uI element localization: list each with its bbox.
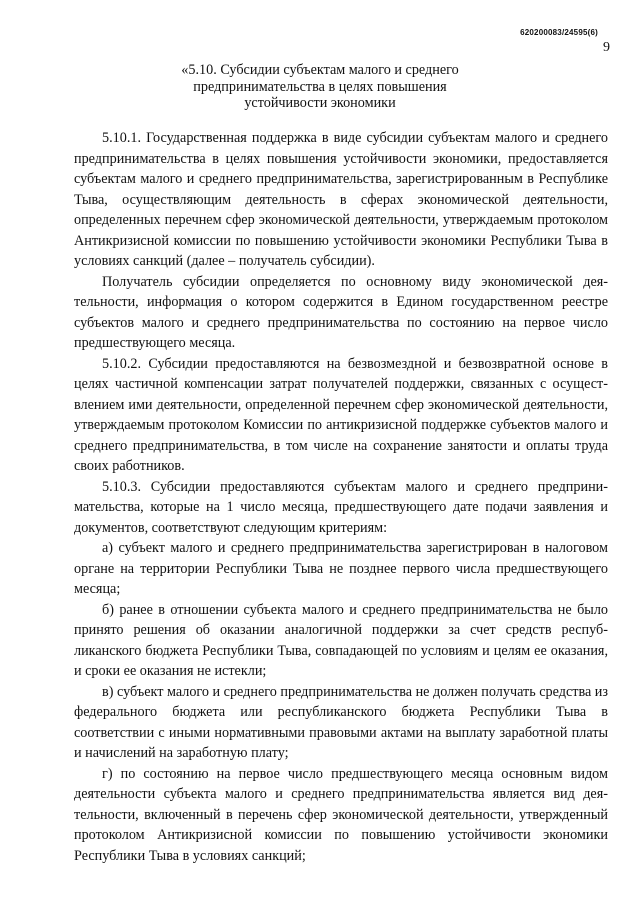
criterion-b: б) ранее в отношении субъекта малого и среднего предпринимательства не было принято решения об оказании аналогичной поддержки за счет средств республиканского бюджета Республики Тыва, совпадающей по условиям и целям ее оказания, и сроки ее оказания не истекли;: [74, 601, 608, 679]
page-number: 9: [603, 40, 610, 55]
title-line: предпринимательства в целях повышения: [193, 78, 447, 95]
section-title: [0, 62, 640, 112]
paragraph-5-10-1: 5.10.1. Государственная поддержка в виде субсидии субъектам малого и среднего предпринимательства в целях повышения устойчивости экономики, предоставляется субъектам малого и среднего предпринимательства, зарегистрированным в Республике Тыва, осуществляющим деятельность в сферах экономической деятельности, определенных перечнем сфер экономической деятельности, утверждаемым протоколом Антикризисной комиссии по повышению устойчивости экономики Республики Тыва в условиях санкций (далее – получатель субсидии).: [74, 130, 608, 269]
criterion-a: а) субъект малого и среднего предпринимательства зарегистрирован в налоговом органе на территории Республики Тыва не позднее первого числа предшествующего месяца;: [74, 540, 608, 597]
criterion-g: г) по состоянию на первое число предшествующего месяца основным видом деятельности субъекта малого и среднего предпринимательства является вид деятельности, включенный в перечень сфер экономической деятельности, утвержденный протоколом Антикризисной комиссии по повышению устойчивости экономики Республики Тыва в условиях санкций;: [74, 765, 608, 864]
title-line: «5.10. Субсидии субъектам малого и среднего: [181, 62, 459, 78]
criterion-v: в) субъект малого и среднего предпринимательства не должен получать средства из федерального бюджета или республиканского бюджета Республики Тыва в соответствии с иными нормативными правовыми актами на выплату заработной платы и начислений на заработную плату;: [74, 683, 608, 761]
paragraph-5-10-3: 5.10.3. Субсидии предоставляются субъектам малого и среднего предпринимательства, которые на 1 число месяца, предшествующего дате подачи заявления и документов, соответствуют следующим критериям:: [74, 478, 608, 536]
document-body: [74, 128, 608, 866]
paragraph-5-10-2: 5.10.2. Субсидии предоставляются на безвозмездной и безвозвратной основе в целях частичной компенсации затрат получателей поддержки, связанных с осуществлением ими деятельности, определенной перечнем сфер экономической деятельности, утверждаемым протоколом Комиссии по антикризисной поддержке субъектов малого и среднего предпринимательства, в том числе на сохранение занятости и оплаты труда своих работников.: [74, 355, 608, 474]
paragraph-recipient: Получатель субсидии определяется по основному виду экономической деятельности, информация о котором содержится в Едином государственном реестре субъектов малого и среднего предпринимательства по состоянию на первое число предшествующего месяца.: [74, 273, 608, 351]
document-code: 620200083/24595(6): [520, 28, 598, 37]
title-line: устойчивости экономики: [244, 95, 396, 111]
